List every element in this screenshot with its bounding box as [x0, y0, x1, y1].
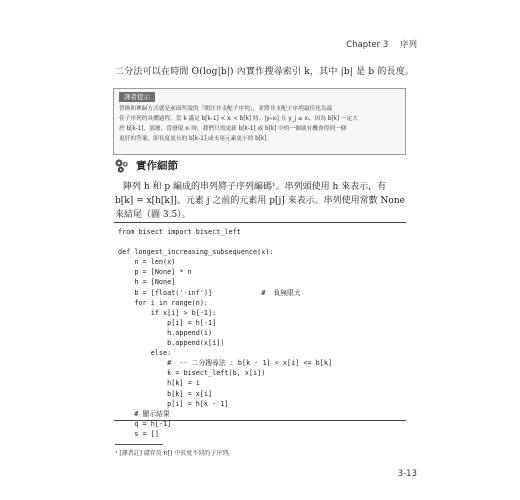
code-line: p[i] = h[-1]	[118, 318, 217, 327]
footnote-rule	[115, 444, 163, 445]
code-line: k = bisect_left(b, x[i])	[118, 369, 266, 378]
code-line: p = [None] * n	[118, 268, 192, 277]
code-line: b[k] = x[i]	[118, 389, 213, 398]
code-line: b = [float('-inf')] # 負無限大	[118, 288, 301, 297]
tip-text	[119, 104, 401, 144]
code-bottom-rule	[114, 420, 406, 421]
gears-icon	[114, 158, 130, 174]
code-line: # 顯示結果	[118, 409, 170, 418]
body-line: 來結尾（圖 3.5）。	[115, 210, 191, 220]
translator-tip-box	[113, 88, 406, 155]
body-paragraph	[115, 180, 407, 222]
code-line: n = len(x)	[118, 258, 176, 267]
code-top-rule	[114, 222, 406, 223]
tip-line: 替換和裡歸方式就是前面所說的「開注非支配子序列」，並將非支配子序列最佳化為最	[119, 106, 333, 112]
tip-line: 於 b[k-1]，那麼，當發現 xᵢ 時，我們只需更新 b[k-1] 或 b[k] 中的一個就有機會得到一個	[119, 126, 347, 132]
footnote: ¹ [譯者註] 儲存於 h[] 中長度不同的子序列。	[115, 450, 235, 457]
tip-label: 譯者提示	[119, 92, 155, 102]
page-number: 3-13	[397, 469, 417, 479]
section-title: 實作細節	[136, 160, 178, 172]
code-line: h = [None]	[118, 278, 176, 287]
code-line: p[i] = h[k - 1]	[118, 399, 229, 408]
code-line: h[k] = i	[118, 379, 200, 388]
code-line: else:	[118, 349, 172, 358]
tip-line: 更好的答案，即長度更長的 b[k-1] 或末尾元素更小的 b[k]。	[119, 136, 273, 142]
chapter-label: Chapter 3	[346, 40, 389, 50]
code-line: h.append(i)	[118, 328, 213, 337]
body-line: 陣列 h 和 p 編成的串列將子序列編碼¹。串列頭使用 h 來表示，有	[123, 182, 387, 192]
code-line	[118, 237, 332, 247]
code-line: q = h[-1]	[118, 419, 172, 428]
tip-line: 佳子序列的具體過程。當 k 滿足 b[k-1] < xᵢ < b[k] 時，|yᵢ-xᵢ| 且 y_j ≤ xᵢ，因為 b[k] 一定大	[119, 116, 358, 122]
code-line: def longest_increasing_subsequence(x):	[118, 248, 274, 257]
body-line: b[k] = x[h[k]]。元素 j 之前的元素用 p[j] 來表示。串列使用常數 None	[115, 196, 405, 206]
code-line: if x[i] > b[-1]:	[118, 308, 217, 317]
code-line: for i in range(n):	[118, 298, 209, 307]
running-header	[346, 38, 417, 50]
code-line: b.append(x[i])	[118, 339, 225, 348]
code-line: # -- 二分搜尋法 : b[k - 1] < x[i] <= b[k]	[118, 359, 333, 368]
code-line: s = []	[118, 429, 159, 438]
code-listing	[118, 227, 332, 439]
chapter-title: 序列	[399, 40, 417, 50]
code-line: from bisect import bisect_left	[118, 228, 241, 236]
intro-paragraph: 二分法可以在時間 O(log|b|) 內實作搜尋索引 k，其中 |b| 是 b 的長度。	[115, 67, 415, 77]
